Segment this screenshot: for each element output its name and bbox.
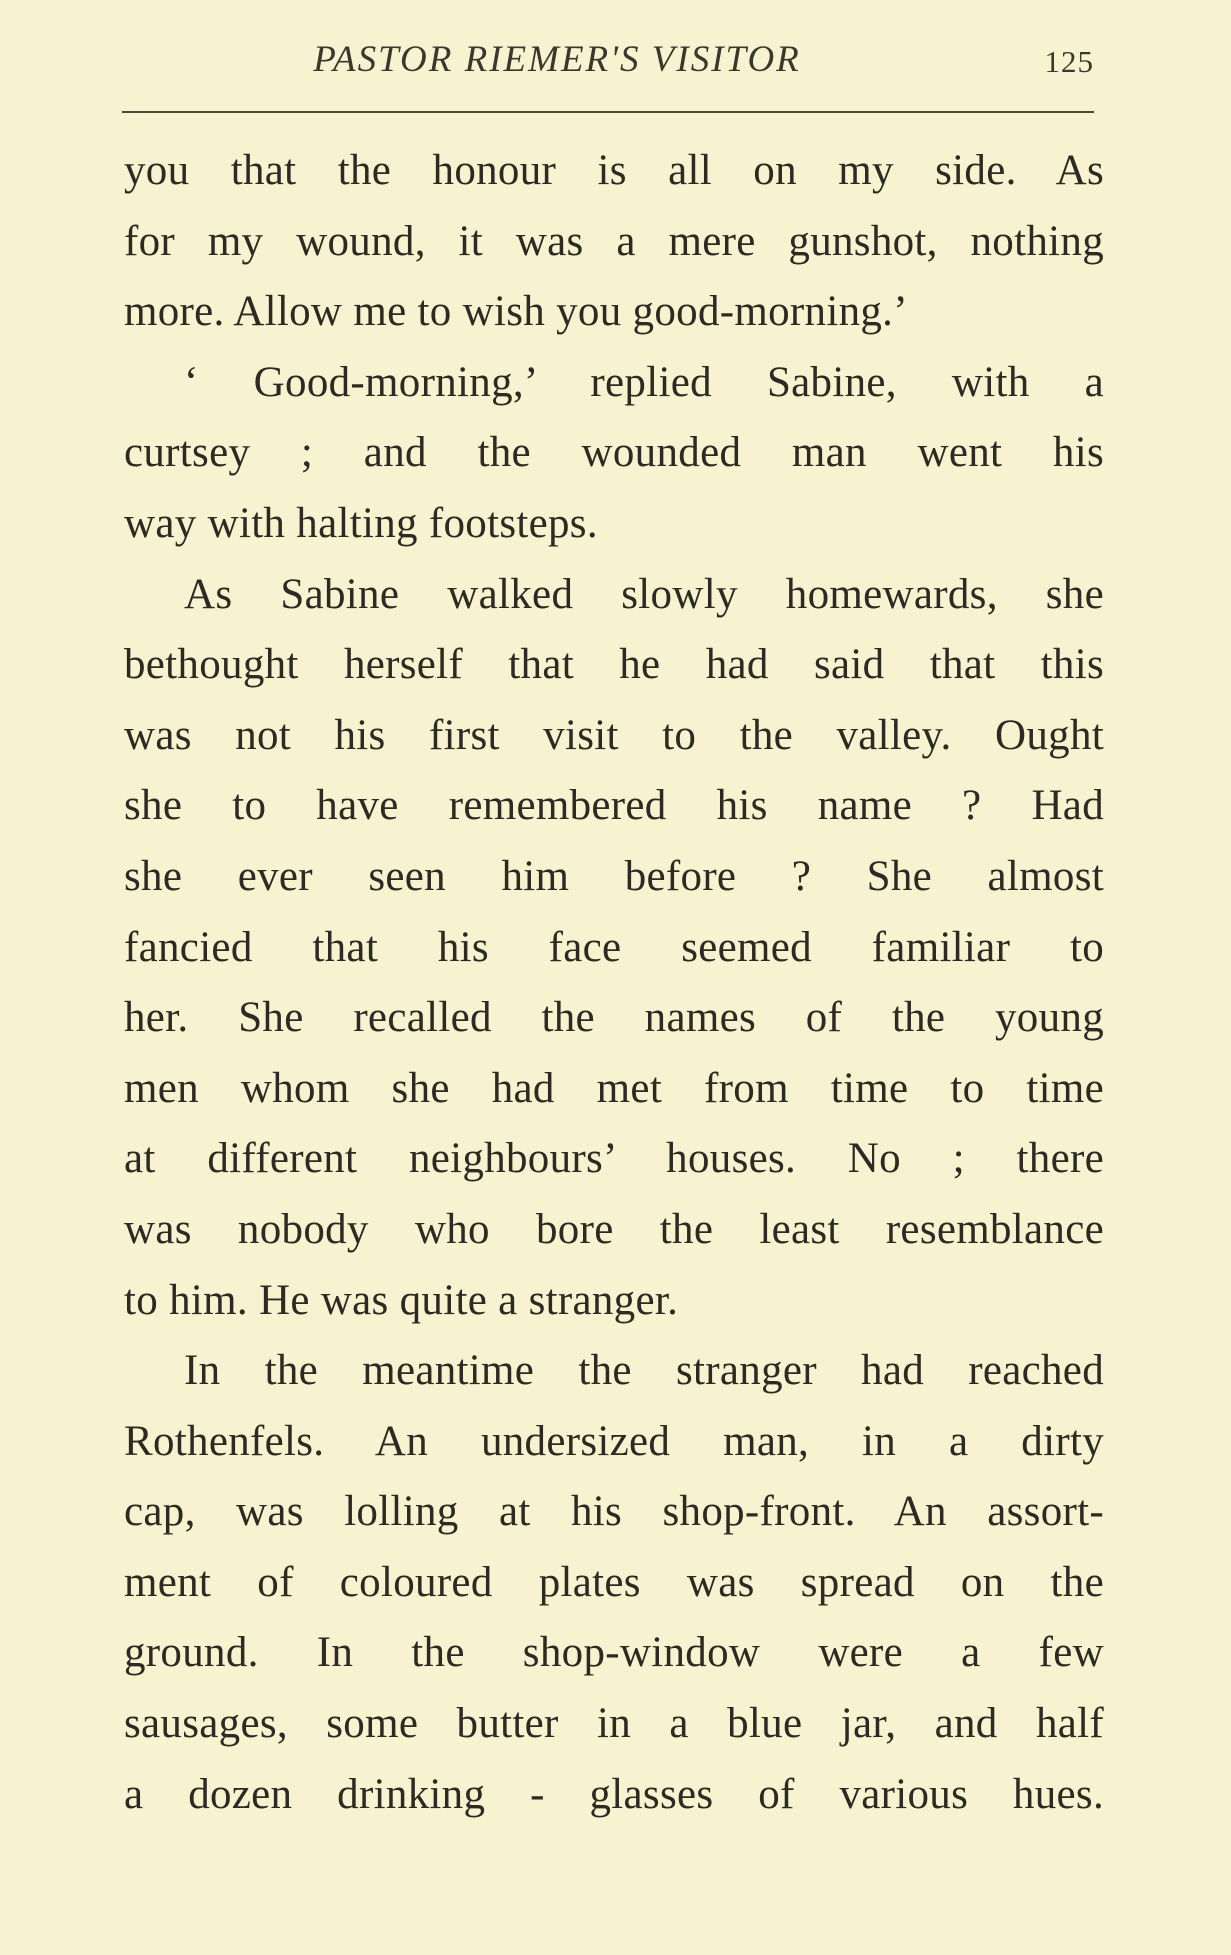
- text-line: fancied that his face seemed familiar to: [124, 923, 1104, 971]
- text-line: In the meantime the stranger had reached: [184, 1347, 1104, 1395]
- text-line: As Sabine walked slowly homewards, she: [184, 570, 1104, 618]
- text-line: men whom she had met from time to time: [124, 1064, 1104, 1112]
- header-rule: [122, 111, 1094, 113]
- text-line: to him. He was quite a stranger.: [124, 1276, 679, 1324]
- text-line: at different neighbours’ houses. No ; there: [124, 1135, 1104, 1183]
- text-line: for my wound, it was a mere gunshot, nothing: [124, 217, 1104, 265]
- text-line: sausages, some butter in a blue jar, and half: [124, 1700, 1104, 1748]
- text-line: way with halting footsteps.: [124, 499, 598, 547]
- text-line: her. She recalled the names of the young: [124, 994, 1104, 1042]
- text-line: more. Allow me to wish you good-morning.’: [124, 288, 908, 336]
- text-line: a dozen drinking - glasses of various hues.: [124, 1770, 1104, 1818]
- text-line: ground. In the shop-window were a few: [124, 1629, 1104, 1677]
- text-line: was not his first visit to the valley. Ought: [124, 711, 1104, 759]
- running-header: [122, 32, 1094, 88]
- text-line: bethought herself that he had said that this: [124, 641, 1104, 689]
- text-line: was nobody who bore the least resemblance: [124, 1205, 1104, 1253]
- running-title: PASTOR RIEMER'S VISITOR: [313, 39, 801, 80]
- page-number: 125: [1044, 44, 1094, 79]
- body-text: [124, 136, 1104, 1830]
- text-line: she to have remembered his name ? Had: [124, 782, 1104, 830]
- text-line: she ever seen him before ? She almost: [124, 852, 1104, 900]
- text-line: ment of coloured plates was spread on the: [124, 1558, 1104, 1606]
- text-line: Rothenfels. An undersized man, in a dirty: [124, 1417, 1104, 1465]
- text-line: curtsey ; and the wounded man went his: [124, 429, 1104, 477]
- text-line: you that the honour is all on my side. As: [124, 147, 1104, 194]
- text-line: ‘ Good-morning,’ replied Sabine, with a: [184, 358, 1104, 406]
- text-line: cap, was lolling at his shop-front. An assort-: [124, 1488, 1104, 1536]
